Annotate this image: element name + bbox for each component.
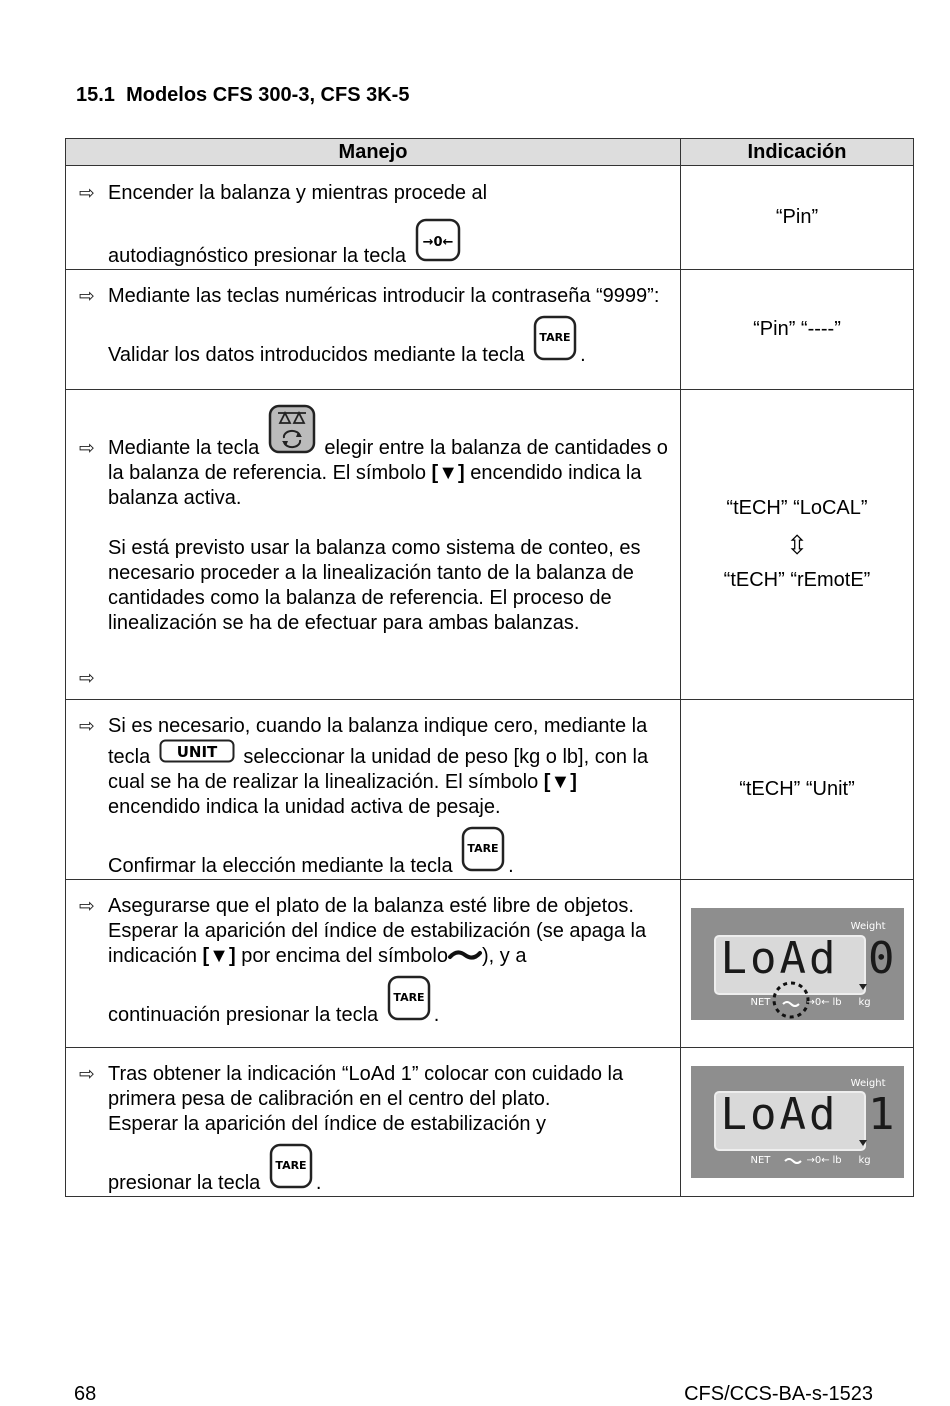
tare-key-icon — [461, 826, 505, 879]
svg-text:TARE: TARE — [275, 1159, 307, 1172]
display-tech-local: “tECH” “LoCAL” — [726, 497, 868, 519]
display-pin: “Pin” — [681, 166, 914, 270]
zero-key-icon — [415, 218, 461, 269]
step-arrow-icon: ⇨ — [79, 1064, 95, 1085]
step-text: encendido indica la balanza activa. — [108, 462, 642, 509]
step-text: Esperar la aparición del índice de estabilización y — [108, 1113, 547, 1135]
step-arrow-icon: ⇨ — [79, 896, 95, 917]
indicator-symbol: [▼] — [543, 771, 577, 793]
stability-icon — [448, 945, 482, 967]
lcd-zero: →0← — [806, 1155, 830, 1166]
step-text: Tras obtener la indicación “LoAd 1” colocar con cuidado la primera pesa de calibración en el centro del plato. — [108, 1063, 624, 1110]
lcd-lb: lb — [832, 1155, 842, 1166]
svg-text:TARE: TARE — [467, 842, 499, 855]
indicator-symbol: [▼] — [431, 462, 465, 484]
tare-key-icon — [387, 975, 431, 1028]
step-text: Si es necesario, cuando la balanza indique cero, mediante la tecla — [108, 715, 648, 768]
step-text: Confirmar la elección mediante la tecla — [108, 855, 453, 877]
step-text: Esperar la aparición del índice de estabilización (se apaga la indicación — [108, 920, 647, 967]
section-number: 15.1 — [76, 84, 115, 106]
unit-key-icon — [159, 739, 235, 770]
step-arrow-icon: ⇨ — [79, 716, 95, 737]
table-row: ⇨ Tras obtener la indicación “LoAd 1” colocar con cuidado la primera pesa de calibración en el centro del plato. Esperar la aparición del índice de estabilización y presionar la tecla TARE . Weight LoAd 1 NET →0← lb kg — [66, 1048, 914, 1197]
lcd-title: Weight — [850, 1078, 886, 1089]
svg-text:→0←: →0← — [422, 235, 453, 250]
step-text: seleccionar la unidad de peso [kg o lb], con la cual se ha de realizar la linealización. El símbolo — [108, 746, 649, 793]
step-arrow-icon: ⇨ — [79, 438, 95, 459]
step-arrow-icon: ⇨ — [79, 183, 95, 204]
display-pin-dashes: “Pin” “----” — [681, 270, 914, 390]
lcd-zero: →0← — [806, 996, 830, 1008]
step-text: por encima del símbolo — [241, 945, 448, 967]
step-text: Mediante la tecla — [108, 437, 260, 459]
step-text: Si está previsto usar la balanza como sistema de conteo, es necesario proceder a la linealización tanto de la balanza de cantidades como la balanza de referencia. El proceso de linealización se ha de efectuar para ambas balanzas. — [108, 537, 641, 634]
step-text: Asegurarse que el plato de la balanza esté libre de objetos. — [108, 895, 634, 917]
step-text: Encender la balanza y mientras procede al — [108, 182, 488, 204]
svg-text:TARE: TARE — [393, 991, 425, 1004]
lcd-net: NET — [750, 1155, 771, 1166]
lcd-value: LoAd 1 — [720, 1089, 898, 1140]
display-tech-remote: “tECH” “rEmotE” — [723, 569, 871, 591]
document-code: CFS/CCS-BA-s-1523 — [684, 1383, 873, 1405]
lcd-title: Weight — [850, 920, 886, 932]
table-row — [66, 166, 914, 270]
step-text: autodiagnóstico presionar la tecla — [108, 245, 406, 267]
step-text: Mediante las teclas numéricas introducir la contraseña “9999”: — [108, 285, 660, 307]
svg-text:UNIT: UNIT — [176, 743, 218, 761]
header-manejo: Manejo — [66, 139, 681, 166]
section-title — [76, 84, 409, 107]
table-row — [66, 390, 914, 700]
svg-text:TARE: TARE — [539, 331, 571, 344]
step-text: elegir entre la balanza de cantidades o la balanza de referencia. El símbolo — [108, 437, 668, 484]
step-arrow-icon: ⇨ — [79, 286, 95, 307]
lcd-display-load0 — [691, 908, 904, 1020]
section-title-text: Modelos CFS 300-3, CFS 3K-5 — [126, 84, 410, 106]
lcd-net: NET — [750, 996, 771, 1008]
step-text: Validar los datos introducidos mediante la tecla — [108, 344, 525, 366]
step-text: encendido indica la unidad activa de pesaje. — [108, 796, 501, 818]
display-tech-unit: “tECH” “Unit” — [681, 700, 914, 880]
indicator-symbol: [▼] — [202, 945, 236, 967]
step-arrow-icon: ⇨ — [79, 668, 95, 689]
lcd-value: LoAd 0 — [720, 932, 898, 984]
table-row: ⇨ Asegurarse que el plato de la balanza esté libre de objetos. Esperar la aparición del índice de estabilización (se apaga la indicación [▼] por encima del símbolo ), y a continuación presionar la tecla TARE . Weight LoAd 0 NET →0← lb kg — [66, 880, 914, 1048]
tare-key-icon — [533, 315, 577, 368]
lcd-display-load1 — [691, 1066, 904, 1178]
header-indicacion: Indicación — [681, 139, 914, 166]
lcd-lb: lb — [832, 996, 842, 1008]
balance-switch-key-icon — [268, 404, 316, 461]
lcd-kg: kg — [858, 996, 871, 1008]
page-number: 68 — [74, 1383, 97, 1405]
step-text: continuación presionar la tecla — [108, 1004, 379, 1026]
tare-key-icon — [269, 1143, 313, 1196]
up-down-arrow-icon: ⇳ — [786, 530, 808, 560]
lcd-kg: kg — [858, 1155, 871, 1166]
step-text: presionar la tecla — [108, 1172, 261, 1194]
procedure-table — [65, 138, 914, 1197]
table-row: ⇨ Mediante las teclas numéricas introducir la contraseña “9999”: Validar los datos introducidos mediante la tecla TARE . “Pin” “----” — [66, 270, 914, 390]
table-row: ⇨ Si es necesario, cuando la balanza indique cero, mediante la tecla UNIT seleccionar la unidad de peso [kg o lb], con la cual se ha de realizar la linealización. El símbolo [▼] encendido indica la unidad activa de pesaje. Confirmar la elección mediante la tecla TARE . “tECH” “Unit” — [66, 700, 914, 880]
